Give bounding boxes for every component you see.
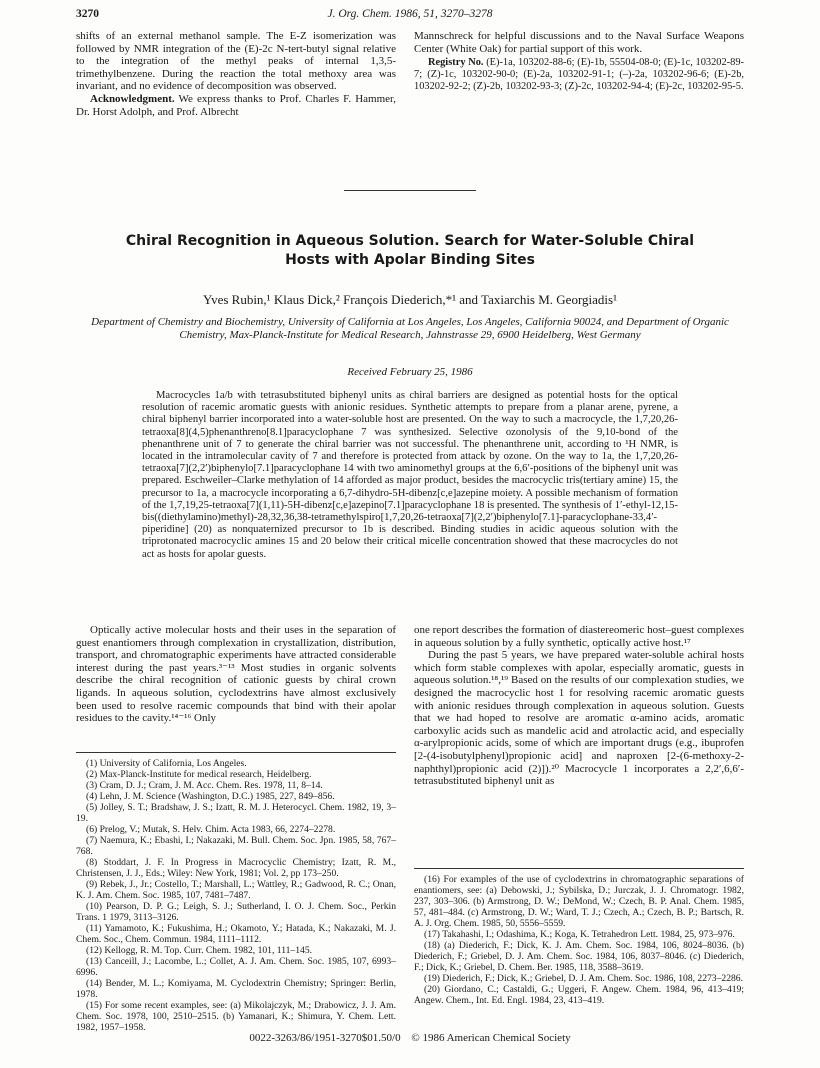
footnote: (14) Bender, M. L.; Komiyama, M. Cyclodextrin Chemistry; Springer: Berlin, 1978. bbox=[76, 978, 396, 1000]
page-number: 3270 bbox=[76, 8, 99, 20]
registry-numbers: (E)-1a, 103202-88-6; (E)-1b, 55504-08-0; (E)-1c, 103202-89-7; (Z)-1c, 103202-90-0; (E)-2a, 103202-91-1; (–)-2a, 103202-96-6; (E)-2b, 103202-92-2; (Z)-2b, 103202-93-3; (Z)-2c, 103202-94-4; (E)-2c, 103202-95-5. bbox=[414, 57, 744, 93]
footnote: (2) Max-Planck-Institute for medical research, Heidelberg. bbox=[86, 769, 312, 780]
footnote: (19) Diederich, F.; Dick, K.; Griebel, D. J. Am. Chem. Soc. 1986, 108, 2273–2286. bbox=[424, 973, 743, 984]
article-affiliation: Department of Chemistry and Biochemistry, University of California at Los Angeles, Los Angeles, California 90024, and Department of Organic Chemistry, Max-Planck-Institute for Medical Research, Jahnstrasse 29, 6900 Heidelberg, West Germany bbox=[91, 316, 729, 341]
footnote: (17) Takahashi, I.; Odashima, K.; Koga, K. Tetrahedron Lett. 1984, 25, 973–976. bbox=[424, 929, 735, 940]
abstract: Macrocycles 1a/b with tetrasubstituted biphenyl units as chiral barriers are designed as potential hosts for the optical resolution of racemic aromatic guests with anionic residues. Synthetic attempts to prepare from a planar arene, pyrene, a chiral biphenyl barrier incorporated into a water-soluble host are presented. On the way to such a macrocycle, the 1,7,20,26-tetraoxa[8](4,5)phenanthreno[8.1]paracyclophane 7 was synthesized. Selective ozonolysis of the 9,10-bond of the phenanthrene unit of 7 to generate the chiral barrier was not successful. The phenanthrene unit, according to ¹H NMR, is located in the intramolecular cavity of 7 and therefore is protected from attack by ozone. On the way to 1a, the 1,7,20,26-tetraoxa[7](2,2′)biphenylo[7.1]paracyclophane 14 with two aminomethyl groups at the 6,6′-positions of the biphenyl unit was prepared. Eschweiler–Clarke methylation of 14 afforded as major product, besides the macrocyclic tris(tertiary amine) 15, the precursor to 1a, a macrocycle incorporating a 6,7-dihydro-5H-dibenz[c,e]azepine moiety. A possible mechanism of formation of the 1,7,19,25-tetraoxa[7](1,11)-5H-dibenz[c,e]azepino[7.1]paracyclophane 18 is presented. The synthesis of 1′-ethyl-12,15-bis((diethylamino)methyl)-28,32,36,38-tetramethylspiro[1,7,20,26-tetraoxa[7](2,2′)biphenylo[7.1]-paracyclophane-33,4′-piperidine] (20) as nonquaternized precursor to 1b is described. Binding studies in acidic aqueous solution with the triprotonated macrocyclic amines 15 and 20 below their critical micelle concentration showed that these macrocycles do not act as hosts for apolar guests. bbox=[142, 390, 678, 560]
prev-article-right-column bbox=[414, 30, 744, 93]
page-footer bbox=[0, 1032, 820, 1044]
prev-article-paragraph: shifts of an external methanol sample. The E-Z isomerization was followed by NMR integration of the (E)-2c N-tert-butyl signal relative to the integration of the methyl peaks of internal 1,3,5-trimethylbenzene. During the reaction the total methoxy area was invariant, and no evidence of decomposition was observed. bbox=[76, 30, 396, 93]
footnote: (10) Pearson, D. P. G.; Leigh, S. J.; Sutherland, I. O. J. Chem. Soc., Perkin Trans. 1 1979, 3113–3126. bbox=[76, 901, 396, 923]
footnote: (4) Lehn, J. M. Science (Washington, D.C.) 1985, 227, 849–856. bbox=[86, 791, 335, 802]
article-authors: Yves Rubin,¹ Klaus Dick,² François Diederich,*¹ and Taxiarchis M. Georgiadis¹ bbox=[202, 292, 617, 307]
copyright: © 1986 American Chemical Society bbox=[411, 1032, 571, 1044]
footnote: (7) Naemura, K.; Ebashi, I.; Nakazaki, M. Bull. Chem. Soc. Jpn. 1985, 58, 767–768. bbox=[76, 835, 396, 857]
footnote-rule-left bbox=[76, 752, 396, 753]
footnote: (3) Cram, D. J.; Cram, J. M. Acc. Chem. Res. 1978, 11, 8–14. bbox=[86, 780, 323, 791]
footnote: (12) Kellogg, R. M. Top. Curr. Chem. 1982, 101, 111–145. bbox=[86, 945, 313, 956]
body-paragraph: During the past 5 years, we have prepared water-soluble achiral hosts which form stable complexes with apolar, especially aromatic, guests in aqueous solution.¹⁸,¹⁹ Based on the results of our complexation studies, we designed the macrocyclic host 1 for resolving racemic aromatic guests with anionic residues through complexation in aqueous solution. Guests that we had hoped to resolve are aromatic α-amino acids, aromatic carboxylic acids such as mandelic acid and atrolactic acid, and especially α-arylpropionic acids, some of which are important drugs (e.g., ibuprofen [2-(4-isobutylphenyl)propionic acid] and naproxen [2-(6-methoxy-2-naphthyl)propionic acid (2)]).²⁰ Macrocycle 1 incorporates a 2,2′,6,6′-tetrasubstituted biphenyl unit as bbox=[414, 649, 744, 788]
acknowledgment-label: Acknowledgment. bbox=[90, 92, 175, 105]
body-paragraph: Optically active molecular hosts and their uses in the separation of guest enantiomers through complexation in crystallization, distribution, transport, and chromatographic experiments have attracted considerable interest during the past years.³⁻¹³ Most studies in organic solvents describe the chiral recognition of cationic guests by chiral crown ligands. In aqueous solution, cyclodextrins have almost exclusively been used to resolve racemic compounds that bind with their apolar residues to the cavity.¹⁴⁻¹⁶ Only bbox=[76, 624, 396, 725]
prev-article-right-paragraph: Mannschreck for helpful discussions and to the Naval Surface Weapons Center (White Oak) for partial support of this work. bbox=[414, 30, 744, 55]
footnote: (8) Stoddart, J. F. In Progress in Macrocyclic Chemistry; Izatt, R. M., Christensen, J. J., Eds.; Wiley: New York, 1981; Vol. 2, pp 173–250. bbox=[76, 857, 396, 879]
article-title: Chiral Recognition in Aqueous Solution. Search for Water-Soluble Chiral Hosts with Apolar Binding Sites bbox=[125, 233, 695, 268]
footnotes-left bbox=[76, 758, 396, 1033]
footnote: (13) Canceill, J.; Lacombe, L.; Collet, A. J. Am. Chem. Soc. 1985, 107, 6993–6996. bbox=[76, 956, 396, 978]
body-right-column bbox=[414, 624, 744, 788]
footnote: (18) (a) Diederich, F.; Dick, K. J. Am. Chem. Soc. 1984, 106, 8024–8036. (b) Diederich, F.; Griebel, D. J. Am. Chem. Soc. 1984, 106, 8037–8046. (c) Diederich, F.; Dick, K.; Griebel, D. Chem. Ber. 1985, 118, 3588–3619. bbox=[414, 940, 744, 973]
article-code: 0022-3263/86/1951-3270$01.50/0 bbox=[249, 1032, 401, 1044]
received-date: Received February 25, 1986 bbox=[347, 366, 473, 378]
body-paragraph: one report describes the formation of diastereomeric host–guest complexes in aqueous solution by a fully synthetic, optically active host.¹⁷ bbox=[414, 624, 744, 649]
footnote: (1) University of California, Los Angeles. bbox=[86, 758, 247, 769]
footnote-rule-right bbox=[414, 868, 744, 869]
footnote: (5) Jolley, S. T.; Bradshaw, J. S.; Izatt, R. M. J. Heterocycl. Chem. 1982, 19, 3–19. bbox=[76, 802, 396, 824]
prev-article-left-column bbox=[76, 30, 396, 118]
footnote: (11) Yamamoto, K.; Fukushima, H.; Okamoto, Y.; Hatada, K.; Nakazaki, M. J. Chem. Soc., Chem. Commun. 1984, 1111–1112. bbox=[76, 923, 396, 945]
body-left-column bbox=[76, 624, 396, 725]
footnote: (15) For some recent examples, see: (a) Mikolajczyk, M.; Drabowicz, J. J. Am. Chem. Soc. 1978, 100, 2510–2515. (b) Yamanari, K.; Shimura, Y. Chem. Lett. 1982, 1957–1958. bbox=[76, 1000, 396, 1033]
footnote: (9) Rebek, J., Jr.; Costello, T.; Marshall, L.; Wattley, R.; Gadwood, R. C.; Onan, K. J. Am. Chem. Soc. 1985, 107, 7481–7487. bbox=[76, 879, 396, 901]
footnotes-right bbox=[414, 874, 744, 1006]
running-header bbox=[76, 8, 744, 24]
acknowledgment-text: We express thanks to Prof. Charles F. Hammer, Dr. Horst Adolph, and Prof. Albrecht bbox=[76, 92, 396, 118]
footnote: (20) Giordano, C.; Castaldi, G.; Uggeri, F. Angew. Chem. 1984, 96, 413–419; Angew. Chem., Int. Ed. Engl. 1984, 23, 413–419. bbox=[414, 984, 744, 1006]
footnote: (16) For examples of the use of cyclodextrins in chromatographic separations of enantiomers, see: (a) Debowski, J.; Sybilska, D.; Jurczak, J. J. Chromatogr. 1982, 237, 303–306. (b) Armstrong, D. W.; DeMond, W.; Czech, B. P. Anal. Chem. 1985, 57, 481–484. (c) Armstrong, D. W.; Ward, T. J.; Czech, A.; Czech, B. P.; Bartsch, R. A. J. Org. Chem. 1985, 50, 5556–5559. bbox=[414, 874, 744, 929]
article-separator bbox=[344, 190, 476, 191]
registry-label: Registry No. bbox=[428, 57, 484, 69]
journal-citation: J. Org. Chem. 1986, 51, 3270–3278 bbox=[327, 8, 493, 20]
footnote: (6) Prelog, V.; Mutak, S. Helv. Chim. Acta 1983, 66, 2274–2278. bbox=[86, 824, 336, 835]
